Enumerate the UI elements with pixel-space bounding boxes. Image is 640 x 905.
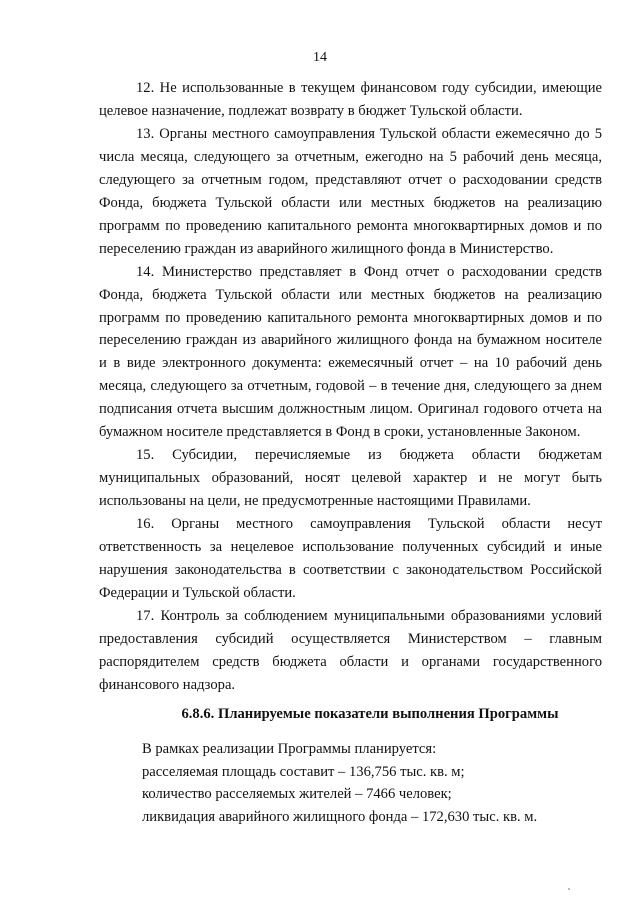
plan-area-line: расселяемая площадь составит – 136,756 тыс. кв. м;	[142, 763, 465, 780]
paragraph-14: 14. Министерство представляет в Фонд отчет о расходовании средств Фонда, бюджета Тульской области или местных бюджетов на реализацию программ по проведению капитального ремонта многоквартирных домов и по переселению граждан из аварийного жилищного фонда на бумажном носителе и в виде электронного документа: ежемесячный отчет – на 10 рабочий день месяца, следующего за отчетным, годовой – в течение дня, следующего за днем подписания отчета высшим должностным лицом. Оригинал годового отчета на бумажном носителе представляется в Фонд в сроки, установленные Законом.	[99, 263, 602, 441]
section-heading-text: 6.8.6. Планируемые показатели выполнения Программы	[181, 706, 559, 722]
plan-liquidation-line: ликвидация аварийного жилищного фонда – 172,630 тыс. кв. м.	[142, 808, 538, 825]
plan-intro-line: В рамках реализации Программы планируется:	[142, 741, 437, 757]
section-heading	[0, 706, 640, 723]
paragraph-12: 12. Не использованные в текущем финансовом году субсидии, имеющие целевое назначение, подлежат возврату в бюджет Тульской области.	[99, 80, 602, 119]
paragraph-16: 16. Органы местного самоуправления Тульской области несут ответственность за нецелевое использование полученных субсидий и иные нарушения законодательства в соответствии с законодательством Российской Федерации и Тульской области.	[99, 516, 602, 601]
paragraph-17: 17. Контроль за соблюдением муниципальными образованиями условий предоставления субсидий осуществляется Министерством – главным распорядителем средств бюджета области и органами государственного финансового надзора.	[99, 607, 602, 693]
planned-indicators	[142, 738, 602, 828]
scan-speck	[568, 888, 570, 890]
paragraph-15: 15. Субсидии, перечисляемые из бюджета области бюджетам муниципальных образований, носят целевой характер и не могут быть использованы на цели, не предусмотренные настоящими Правилами.	[99, 447, 602, 510]
body-text	[99, 77, 602, 697]
paragraph-13: 13. Органы местного самоуправления Тульской области ежемесячно до 5 числа месяца, следующего за отчетным, ежегодно на 5 рабочий день месяца, следующего за отчетным годом, представляют отчет о расходовании средств Фонда, бюджета Тульской области или местных бюджетов на реализацию программ по проведению капитального ремонта многоквартирных домов и по переселению граждан из аварийного жилищного фонда в Министерство.	[99, 125, 602, 257]
plan-residents-line: количество расселяемых жителей – 7466 человек;	[142, 786, 452, 803]
page-number: 14	[313, 50, 327, 65]
